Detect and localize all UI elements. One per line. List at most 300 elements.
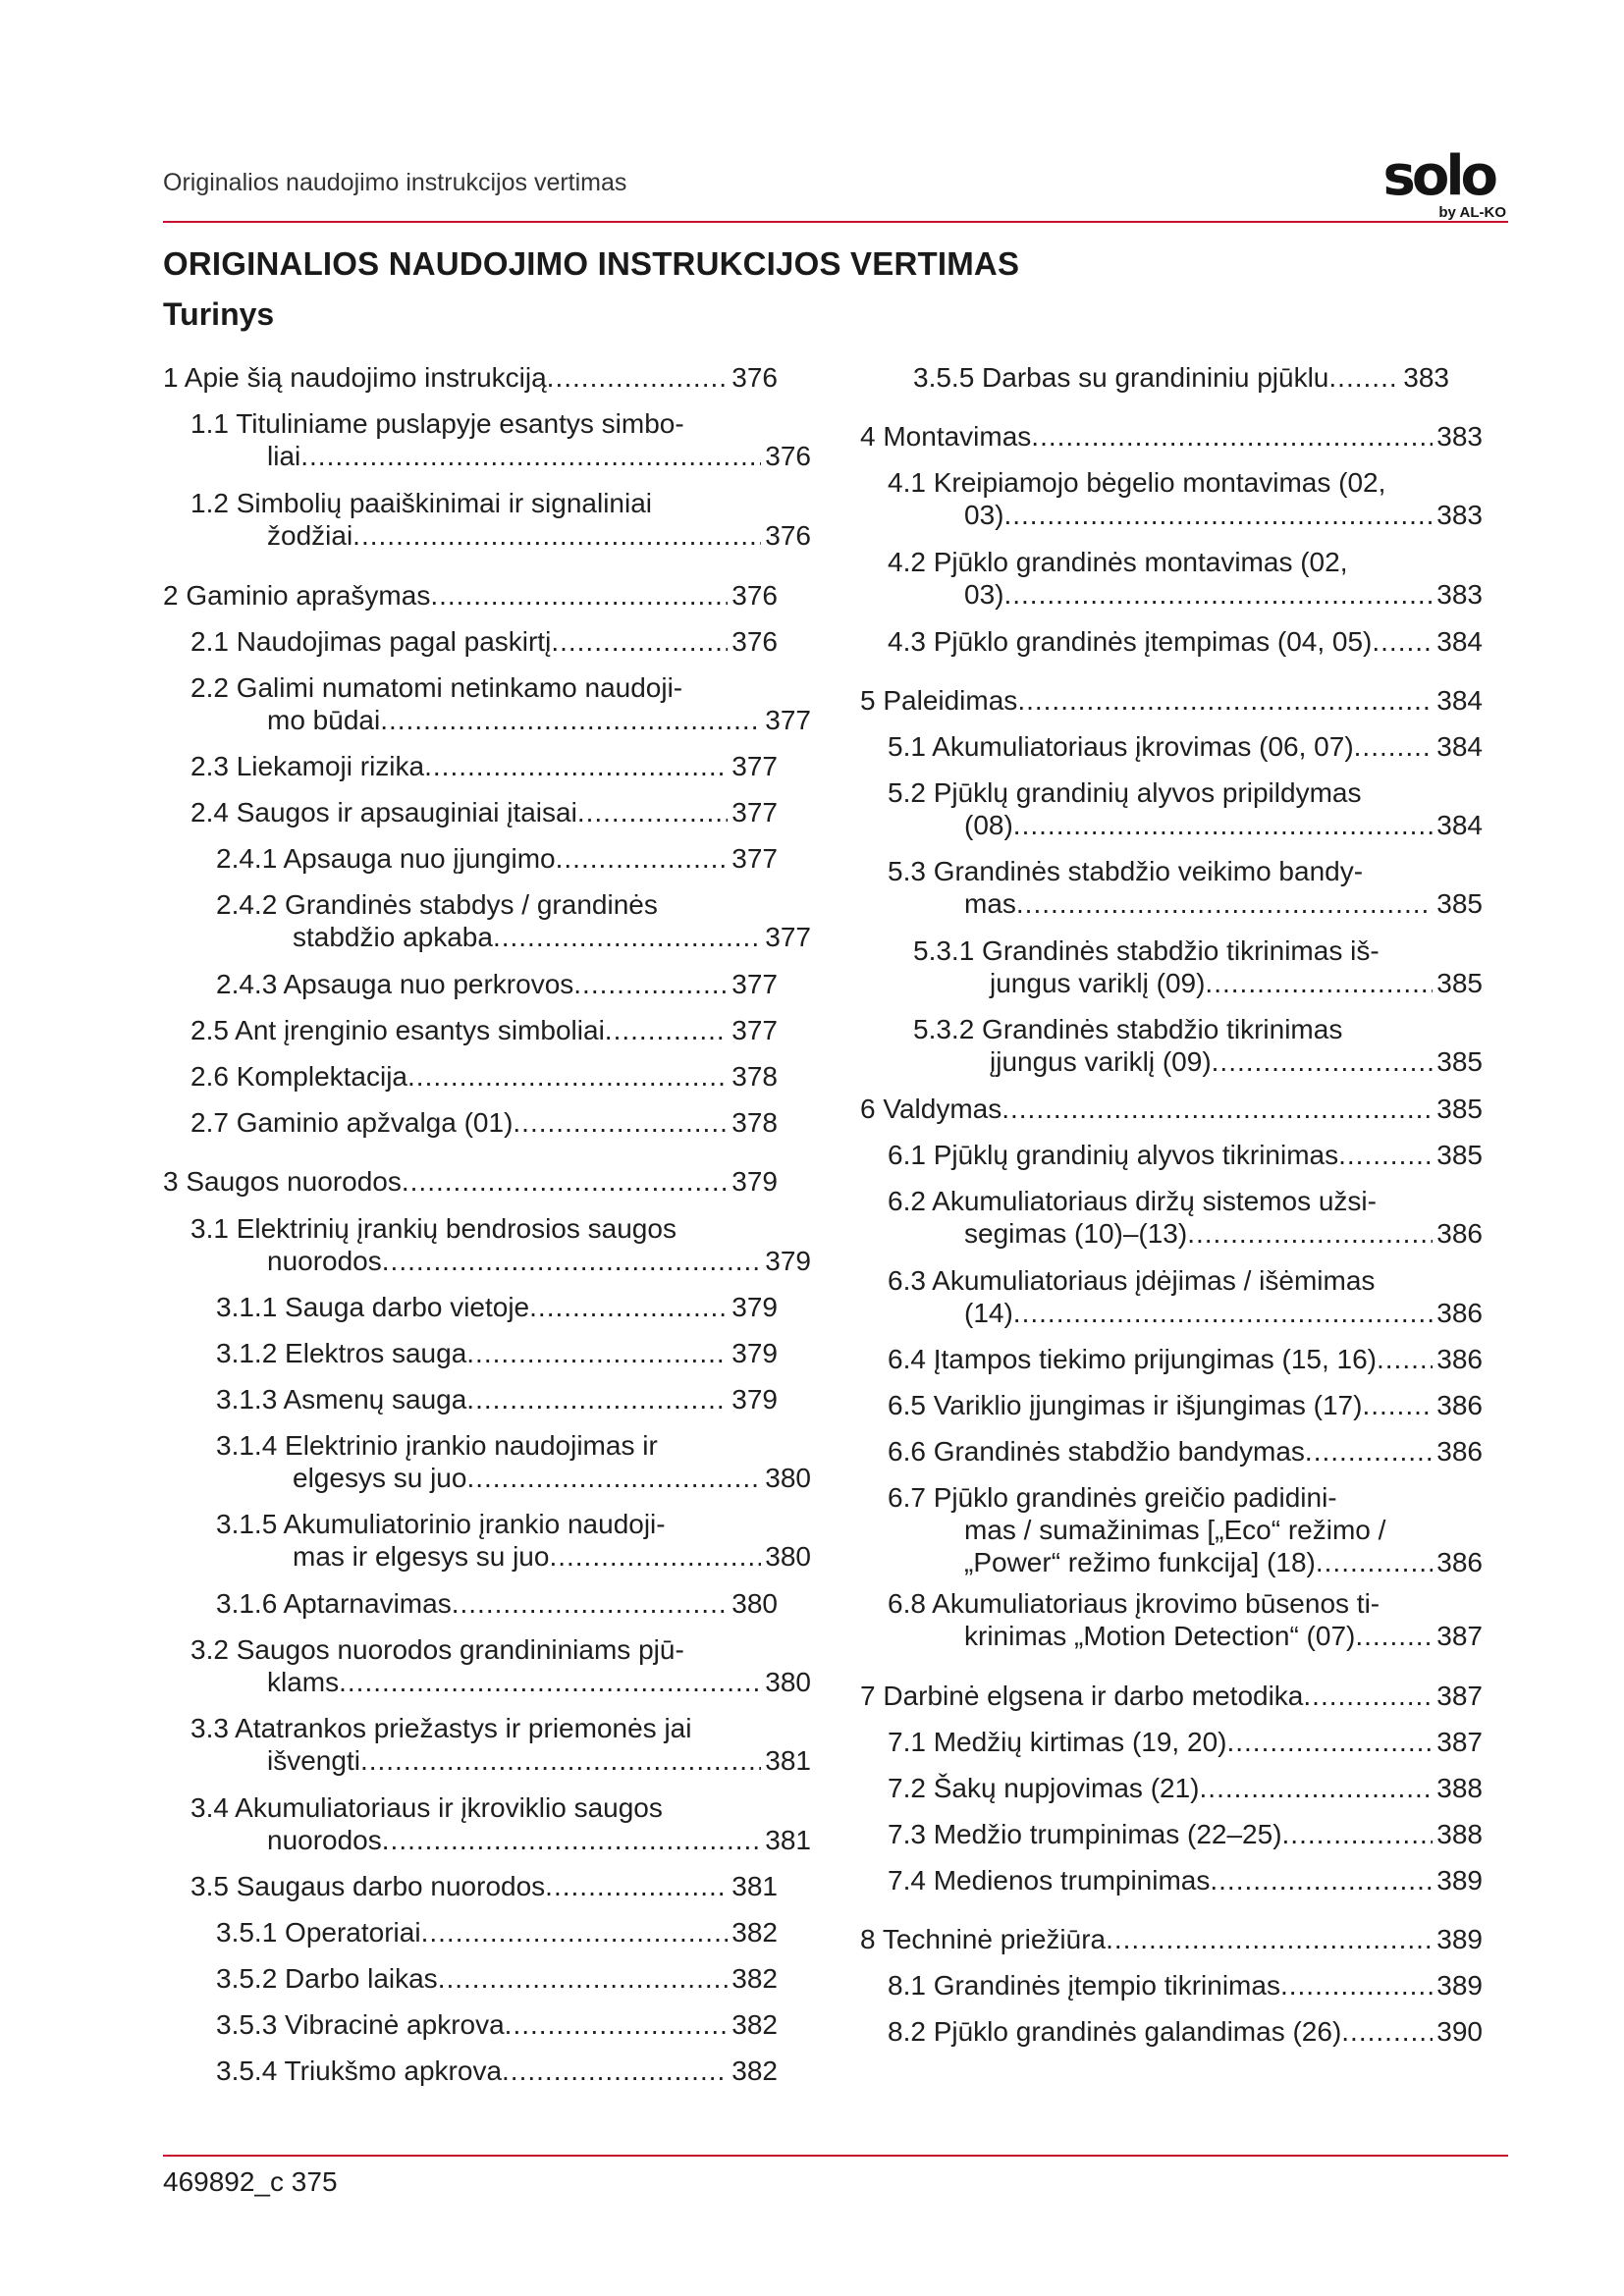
toc-entry-title: 1.1 Tituliniame puslapyje esantys simbo- (190, 408, 684, 439)
toc-page-number: 389 (1436, 1970, 1483, 2001)
toc-entry-line (190, 1824, 811, 1856)
toc-entry[interactable] (190, 1791, 811, 1856)
toc-entry-line (888, 1481, 1483, 1514)
toc-entry[interactable] (888, 776, 1483, 841)
toc-entry[interactable] (913, 934, 1483, 999)
dot-leader (1354, 730, 1434, 763)
toc-entry-title: 6.1 Pjūklų grandinių alyvos tikrinimas (888, 1140, 1339, 1170)
toc-entry-title: 4.1 Kreipiamojo bėgelio montavimas (02, (888, 467, 1386, 498)
toc-page-number: 381 (765, 1825, 811, 1855)
toc-entry-title: 2.6 Komplektacija (190, 1061, 408, 1092)
page-footer (163, 2166, 338, 2198)
toc-page-number: 385 (1436, 1046, 1483, 1077)
toc-page-number: 389 (1436, 1865, 1483, 1896)
dot-leader (1212, 1045, 1434, 1078)
toc-entry[interactable] (216, 1508, 811, 1573)
toc-page-number: 385 (1436, 1094, 1483, 1124)
toc-entry[interactable] (888, 546, 1483, 611)
dot-leader (1226, 1726, 1433, 1758)
toc-entry-line (888, 1264, 1483, 1297)
toc-entry-line (216, 1916, 778, 1949)
toc-entry[interactable] (190, 1106, 778, 1139)
dot-leader (421, 1916, 729, 1949)
toc-entry-line (216, 1587, 778, 1620)
toc-entry-line (888, 1185, 1483, 1217)
toc-page-number: 388 (1436, 1773, 1483, 1803)
toc-entry-title: 3.5.3 Vibracinė apkrova (216, 2009, 505, 2040)
toc-entry[interactable] (190, 1014, 778, 1046)
toc-page-number: 382 (731, 1963, 778, 1994)
toc-entry[interactable] (888, 1726, 1483, 1758)
toc-page-number: 376 (765, 520, 811, 551)
toc-entry-line (888, 2015, 1483, 2048)
toc-entry-title: 7.1 Medžių kirtimas (19, 20) (888, 1727, 1227, 1757)
toc-entry-title: 6.5 Variklio įjungimas ir išjungimas (17) (888, 1390, 1363, 1420)
dot-leader (300, 440, 761, 472)
toc-entry-line (860, 1680, 1483, 1712)
toc-entry[interactable] (190, 1212, 811, 1277)
toc-entry[interactable] (216, 968, 778, 1000)
toc-entry-title: 6.7 Pjūklo grandinės greičio padidini- (888, 1482, 1337, 1513)
toc-entry[interactable] (163, 1165, 778, 1198)
toc-entry[interactable] (888, 1185, 1483, 1250)
toc-entry[interactable] (190, 625, 778, 658)
toc-entry-title: 1 Apie šią naudojimo instrukciją (163, 362, 547, 393)
toc-page-number: 384 (1436, 685, 1483, 716)
toc-entry-title: 2 Gaminio aprašymas (163, 580, 431, 611)
toc-entry-title: (14) (964, 1298, 1013, 1328)
header-rule (163, 221, 1508, 223)
dot-leader (1003, 499, 1433, 531)
toc-entry-title: 3.3 Atatrankos priežastys ir priemonės jai (190, 1713, 692, 1743)
toc-entry-title: 2.4.1 Apsauga nuo įjungimo (216, 843, 556, 874)
toc-entry-title: 5.2 Pjūklų grandinių alyvos pripildymas (888, 777, 1362, 808)
toc-page-number: 377 (765, 922, 811, 952)
toc-entry[interactable] (216, 2055, 778, 2087)
dot-leader (1341, 2015, 1433, 2048)
toc-page-number: 377 (731, 751, 778, 781)
dot-leader (1372, 625, 1433, 658)
toc-page-number: 380 (765, 1463, 811, 1493)
toc-entry-line (888, 1864, 1483, 1896)
toc-entry-title: 3.2 Saugos nuorodos grandininiams pjū- (190, 1634, 684, 1665)
toc-entry-line (216, 1337, 778, 1369)
toc-entry-title: 8.1 Grandinės įtempio tikrinimas (888, 1970, 1280, 2001)
toc-entry-title: mas (964, 888, 1016, 919)
toc-page-number: 381 (765, 1745, 811, 1776)
toc-entry-line (888, 625, 1483, 658)
toc-entry-line (913, 967, 1483, 999)
logo-wordmark: solo (1382, 144, 1494, 208)
toc-entry[interactable] (913, 361, 1449, 394)
toc-entry-title: 8.2 Pjūklo grandinės galandimas (26) (888, 2016, 1342, 2047)
toc-entry[interactable] (888, 1481, 1483, 1578)
toc-entry-title: įjungus variklį (09) (990, 1046, 1212, 1077)
toc-entry[interactable] (190, 1060, 778, 1093)
toc-entry[interactable] (888, 730, 1483, 763)
toc-page-number: 376 (765, 441, 811, 471)
toc-entry-title: 4.3 Pjūklo grandinės įtempimas (04, 05) (888, 626, 1373, 657)
toc-page-number: 377 (731, 797, 778, 828)
toc-entry-line (888, 1620, 1483, 1652)
toc-entry-title: 03) (964, 500, 1004, 530)
toc-entry-title: nuorodos (267, 1246, 382, 1276)
toc-entry-line (888, 1389, 1483, 1421)
toc-page-number: 387 (1436, 1727, 1483, 1757)
toc-page-number: 386 (1436, 1436, 1483, 1467)
dot-leader (577, 796, 728, 828)
document-title: ORIGINALIOS NAUDOJIMO INSTRUKCIJOS VERTIMAS (163, 245, 1020, 282)
toc-page-number: 376 (731, 626, 778, 657)
toc-entry-title: 03) (964, 579, 1004, 610)
dot-leader (352, 519, 761, 552)
toc-page-number: 385 (1436, 888, 1483, 919)
toc-page-number: 387 (1436, 1621, 1483, 1651)
toc-entry-title: 6.4 Įtampos tiekimo prijungimas (15, 16) (888, 1344, 1377, 1374)
toc-entry-title: 2.3 Liekamoji rizika (190, 751, 425, 781)
toc-entry-title: 3.1.3 Asmenų sauga (216, 1384, 467, 1415)
toc-entry-title: 4 Montavimas (860, 421, 1032, 452)
toc-entry[interactable] (888, 2015, 1483, 2048)
dot-leader (424, 750, 728, 782)
toc-entry[interactable] (216, 1383, 778, 1415)
toc-entry-line (190, 1744, 811, 1777)
toc-entry-title: krinimas „Motion Detection“ (07) (964, 1621, 1356, 1651)
toc-heading: Turinys (163, 296, 275, 332)
toc-entry-line (216, 1291, 778, 1323)
dot-leader (1205, 967, 1433, 999)
toc-page-number: 377 (731, 1015, 778, 1045)
toc-entry[interactable] (888, 1343, 1483, 1375)
dot-leader (1013, 1297, 1433, 1329)
page-number: 375 (291, 2166, 338, 2197)
dot-leader (1016, 887, 1433, 920)
toc-page-number: 384 (1436, 810, 1483, 840)
toc-entry-line (190, 1791, 811, 1824)
toc-entry[interactable] (190, 750, 778, 782)
toc-entry-line (888, 1297, 1483, 1329)
dot-leader (452, 1587, 729, 1620)
toc-entry-line (190, 1212, 811, 1245)
toc-entry-title: klams (267, 1667, 340, 1697)
dot-leader (380, 704, 761, 736)
toc-entry[interactable] (860, 1923, 1483, 1955)
toc-entry-title: 3.5.1 Operatoriai (216, 1917, 421, 1948)
toc-page-number: 382 (731, 2009, 778, 2040)
toc-page-number: 382 (731, 2056, 778, 2086)
toc-entry-line (888, 855, 1483, 887)
toc-entry-title: 6 Valdymas (860, 1094, 1002, 1124)
toc-entry[interactable] (860, 420, 1483, 453)
toc-page-number: 379 (731, 1338, 778, 1368)
toc-entry-title: 8 Techninė priežiūra (860, 1924, 1107, 1954)
toc-entry-line (190, 407, 811, 440)
toc-entry[interactable] (888, 855, 1483, 920)
document-number: 469892_c (163, 2166, 285, 2197)
toc-entry[interactable] (888, 1772, 1483, 1804)
dot-leader (1282, 1818, 1434, 1850)
toc-page-number: 379 (731, 1292, 778, 1322)
dot-leader (605, 1014, 728, 1046)
toc-entry-line (860, 1923, 1483, 1955)
toc-entry-title: 1.2 Simbolių paaiškinimai ir signaliniai (190, 488, 652, 518)
toc-entry-line (190, 1633, 811, 1666)
toc-entry-title: mo būdai (267, 705, 381, 735)
toc-entry[interactable] (216, 1916, 778, 1949)
dot-leader (438, 1962, 729, 1995)
toc-entry-line (190, 1712, 811, 1744)
toc-entry-title: 4.2 Pjūklo grandinės montavimas (02, (888, 547, 1348, 577)
toc-entry-line (216, 1429, 811, 1462)
toc-entry-line (888, 809, 1483, 841)
toc-page-number: 377 (731, 843, 778, 874)
toc-entry[interactable] (888, 1435, 1483, 1468)
toc-entry-title: 7.3 Medžio trumpinimas (22–25) (888, 1819, 1282, 1849)
toc-entry-line (888, 1217, 1483, 1250)
toc-entry[interactable] (163, 579, 778, 612)
toc-entry[interactable] (190, 1633, 811, 1698)
toc-entry-title: 5.3 Grandinės stabdžio veikimo bandy- (888, 856, 1364, 886)
toc-entry-title: segimas (10)–(13) (964, 1218, 1188, 1249)
toc-entry-line (888, 1726, 1483, 1758)
toc-entry[interactable] (216, 2008, 778, 2041)
toc-entry-title: 3.5.4 Triukšmo apkrova (216, 2056, 503, 2086)
dot-leader (1017, 684, 1433, 717)
toc-entry-line (190, 750, 778, 782)
toc-page-number: 376 (731, 362, 778, 393)
toc-entry-line (860, 420, 1483, 453)
toc-entry-title: 2.5 Ant įrenginio esantys simboliai (190, 1015, 605, 1045)
dot-leader (1013, 809, 1433, 841)
toc-page-number: 387 (1436, 1681, 1483, 1711)
toc-entry-line (216, 888, 811, 921)
toc-entry-title: 3.1.4 Elektrinio įrankio naudojimas ir (216, 1430, 658, 1461)
toc-entry[interactable] (190, 796, 778, 828)
toc-entry-line (888, 1587, 1483, 1620)
toc-entry-line (190, 1870, 778, 1902)
toc-entry[interactable] (190, 1870, 778, 1902)
toc-page-number: 384 (1436, 731, 1483, 762)
dot-leader (493, 921, 761, 953)
toc-page-number: 379 (765, 1246, 811, 1276)
toc-page-number: 383 (1436, 579, 1483, 610)
toc-entry-title: 2.4.3 Apsauga nuo perkrovos (216, 969, 574, 999)
dot-leader (551, 625, 728, 658)
toc-entry-title: mas ir elgesys su juo (293, 1541, 550, 1572)
toc-page-number: 390 (1436, 2016, 1483, 2047)
toc-page-number: 377 (731, 969, 778, 999)
toc-entry[interactable] (888, 1969, 1483, 2002)
toc-entry-line (888, 1772, 1483, 1804)
toc-entry-line (888, 1514, 1483, 1546)
toc-entry[interactable] (216, 1587, 778, 1620)
dot-leader (1328, 361, 1399, 394)
dot-leader (1280, 1969, 1433, 2002)
dot-leader (360, 1744, 761, 1777)
toc-entry-line (216, 1383, 778, 1415)
toc-entry[interactable] (216, 842, 778, 875)
toc-entry-line (216, 2008, 778, 2041)
dot-leader (407, 1060, 728, 1093)
toc-entry-line (163, 361, 778, 394)
toc-entry-title: 5.1 Akumuliatoriaus įkrovimas (06, 07) (888, 731, 1354, 762)
toc-entry-line (888, 887, 1483, 920)
toc-entry-title: 3.5.5 Darbas su grandininiu pjūklu (913, 362, 1329, 393)
toc-entry-line (190, 1106, 778, 1139)
toc-entry-title: 3.4 Akumuliatoriaus ir įkroviklio saugos (190, 1792, 663, 1823)
toc-page-number: 381 (731, 1871, 778, 1901)
toc-entry-line (216, 1508, 811, 1540)
dot-leader (382, 1824, 762, 1856)
toc-page-number: 380 (765, 1541, 811, 1572)
toc-entry[interactable] (888, 1818, 1483, 1850)
toc-entry-line (190, 625, 778, 658)
toc-entry-line (190, 519, 811, 552)
toc-entry-line (190, 440, 811, 472)
toc-page-number: 380 (731, 1588, 778, 1619)
dot-leader (1106, 1923, 1433, 1955)
toc-page-number: 376 (731, 580, 778, 611)
toc-page-number: 386 (1436, 1390, 1483, 1420)
toc-entry[interactable] (190, 487, 811, 552)
toc-entry[interactable] (860, 1680, 1483, 1712)
dot-leader (556, 842, 729, 875)
toc-entry-title: 3.5 Saugaus darbo nuorodos (190, 1871, 546, 1901)
toc-entry-title: elgesys su juo (293, 1463, 467, 1493)
toc-entry-line (888, 1435, 1483, 1468)
dot-leader (573, 968, 728, 1000)
dot-leader (502, 2055, 728, 2087)
dot-leader (466, 1462, 761, 1494)
toc-entry-title: nuorodos (267, 1825, 382, 1855)
dot-leader (1377, 1343, 1433, 1375)
toc-entry[interactable] (888, 1139, 1483, 1171)
toc-page-number: 379 (731, 1384, 778, 1415)
toc-entry-title: 7.4 Medienos trumpinimas (888, 1865, 1211, 1896)
toc-entry-line (888, 1139, 1483, 1171)
toc-entry[interactable] (216, 888, 811, 953)
toc-entry-line (216, 1540, 811, 1573)
toc-entry-title: 6.2 Akumuliatoriaus diržų sistemos užsi- (888, 1186, 1377, 1216)
toc-entry[interactable] (860, 1093, 1483, 1125)
toc-entry-title: 6.3 Akumuliatoriaus įdėjimas / išėmimas (888, 1265, 1376, 1296)
toc-entry-title: 6.6 Grandinės stabdžio bandymas (888, 1436, 1305, 1467)
toc-page-number: 377 (765, 705, 811, 735)
toc-entry-title: 7 Darbinė elgsena ir darbo metodika (860, 1681, 1304, 1711)
toc-entry[interactable] (163, 361, 778, 394)
toc-entry-line (913, 361, 1449, 394)
toc-entry-line (888, 1969, 1483, 2002)
logo-tagline: by AL-KO (1438, 204, 1506, 221)
toc-entry-line (216, 842, 778, 875)
toc-entry-title: 3.5.2 Darbo laikas (216, 1963, 438, 1994)
toc-entry-line (860, 684, 1483, 717)
toc-entry-line (913, 1045, 1483, 1078)
toc-entry-line (190, 671, 811, 704)
toc-entry-title: žodžiai (267, 520, 353, 551)
toc-entry-line (888, 578, 1483, 611)
toc-entry-line (216, 1962, 778, 1995)
toc-entry-title: 2.2 Galimi numatomi netinkamo naudoji- (190, 672, 683, 703)
toc-page-number: 386 (1436, 1298, 1483, 1328)
toc-entry-title: 2.4 Saugos ir apsauginiai įtaisai (190, 797, 577, 828)
toc-entry[interactable] (216, 1429, 811, 1494)
toc-entry-title: 7.2 Šakų nupjovimas (21) (888, 1773, 1200, 1803)
dot-leader (1031, 420, 1433, 453)
dot-leader (1303, 1680, 1433, 1712)
toc-entry-title: 6.8 Akumuliatoriaus įkrovimo būsenos ti- (888, 1588, 1380, 1619)
dot-leader (547, 361, 729, 394)
toc-entry-line (888, 499, 1483, 531)
dot-leader (1362, 1389, 1433, 1421)
toc-page-number: 378 (731, 1061, 778, 1092)
running-header: Originalios naudojimo instrukcijos vertimas (163, 169, 627, 196)
toc-entry-line (190, 1014, 778, 1046)
toc-page-number: 380 (765, 1667, 811, 1697)
dot-leader (466, 1383, 728, 1415)
toc-page-number: 386 (1436, 1344, 1483, 1374)
toc-page-number: 389 (1436, 1924, 1483, 1954)
toc-page-number: 383 (1436, 421, 1483, 452)
toc-entry-line (913, 934, 1483, 967)
toc-entry-line (888, 1343, 1483, 1375)
dot-leader (382, 1245, 762, 1277)
toc-entry-line (163, 1165, 778, 1198)
dot-leader (1001, 1093, 1433, 1125)
dot-leader (545, 1870, 728, 1902)
dot-leader (1338, 1139, 1433, 1171)
toc-entry[interactable] (190, 671, 811, 736)
toc-entry-title: 5.3.2 Grandinės stabdžio tikrinimas (913, 1014, 1343, 1044)
toc-entry[interactable] (888, 466, 1483, 531)
toc-entry[interactable] (860, 684, 1483, 717)
toc-page-number: 383 (1403, 362, 1449, 393)
toc-page-number: 384 (1436, 626, 1483, 657)
toc-entry-line (888, 776, 1483, 809)
toc-entry-line (888, 730, 1483, 763)
toc-entry-title: 3.1.1 Sauga darbo vietoje (216, 1292, 530, 1322)
toc-entry[interactable] (216, 1962, 778, 1995)
toc-entry-line (888, 466, 1483, 499)
toc-entry-line (888, 1818, 1483, 1850)
toc-entry-line (190, 1666, 811, 1698)
toc-entry-line (860, 1093, 1483, 1125)
toc-entry[interactable] (190, 407, 811, 472)
dot-leader (339, 1666, 761, 1698)
dot-leader (1200, 1772, 1434, 1804)
toc-entry[interactable] (888, 625, 1483, 658)
toc-entry-title: liai (267, 441, 301, 471)
toc-entry[interactable] (216, 1337, 778, 1369)
toc-entry[interactable] (216, 1291, 778, 1323)
toc-entry-title: stabdžio apkaba (293, 922, 493, 952)
toc-entry[interactable] (888, 1864, 1483, 1896)
dot-leader (1316, 1546, 1433, 1578)
toc-entry[interactable] (888, 1389, 1483, 1421)
toc-entry-title: 3 Saugos nuorodos (163, 1166, 402, 1197)
toc-entry-line (190, 704, 811, 736)
dot-leader (1187, 1217, 1433, 1250)
toc-entry-title: jungus variklį (09) (990, 968, 1206, 998)
toc-entry[interactable] (888, 1264, 1483, 1329)
toc-entry-line (163, 579, 778, 612)
dot-leader (402, 1165, 728, 1198)
toc-entry[interactable] (190, 1712, 811, 1777)
toc-entry-line (190, 796, 778, 828)
toc-entry[interactable] (888, 1587, 1483, 1652)
dot-leader (1305, 1435, 1433, 1468)
toc-entry[interactable] (913, 1013, 1483, 1078)
